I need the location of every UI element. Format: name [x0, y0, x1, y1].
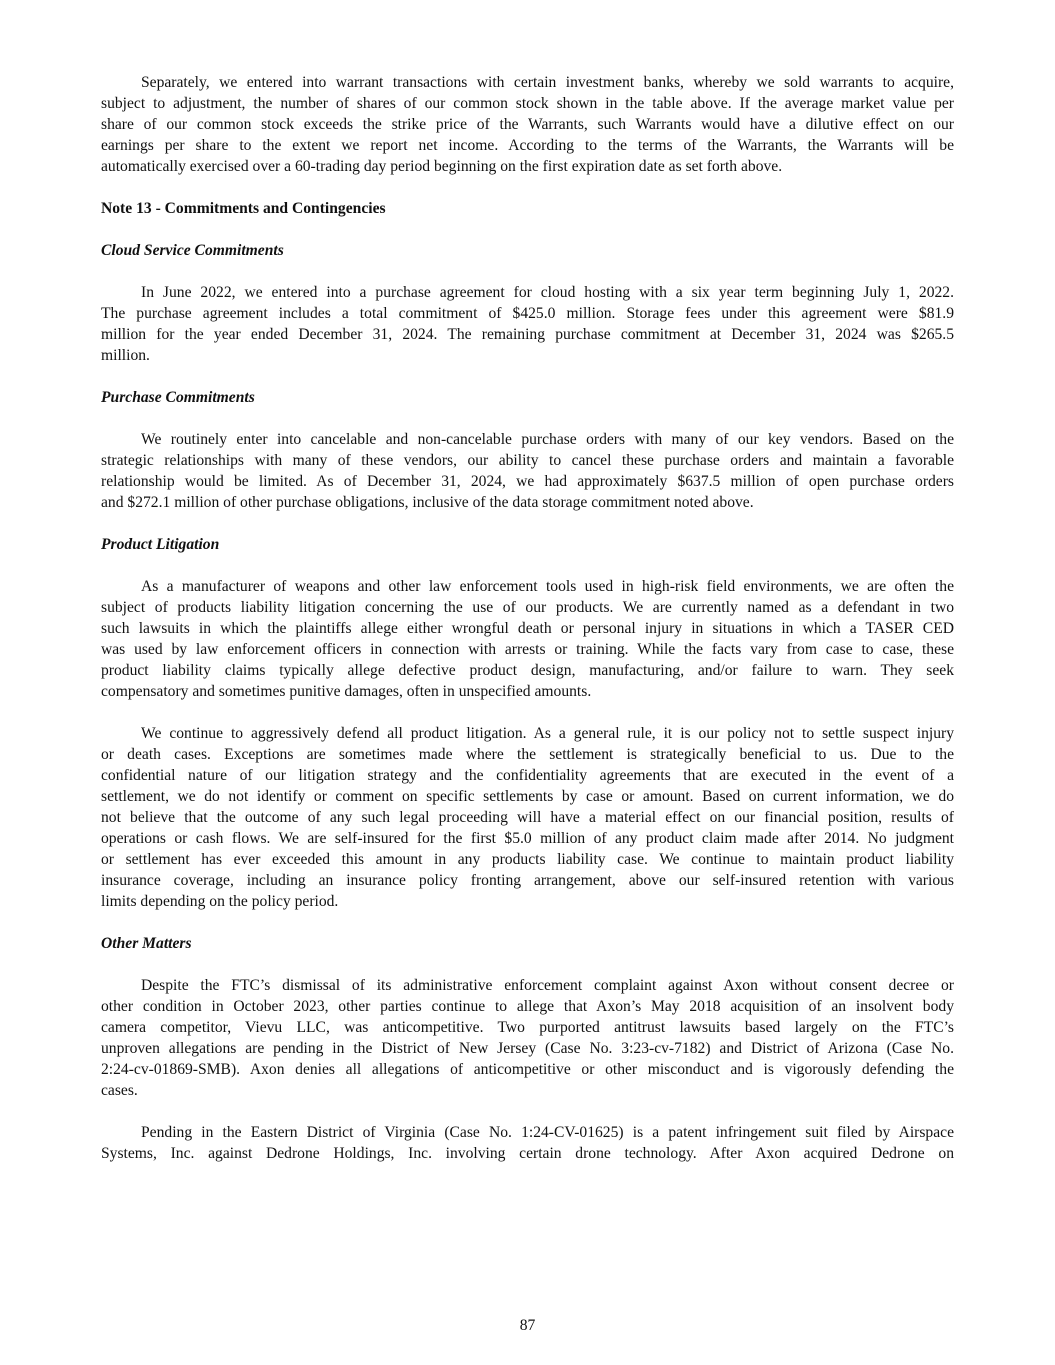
document-page [101, 72, 954, 1185]
text-line: Pending in the Eastern District of Virginia (Case No. 1:24-CV-01625) is a patent infringement suit filed by Airspace [141, 1124, 954, 1141]
text-line: and $272.1 million of other purchase obligations, inclusive of the data storage commitment noted above. [101, 494, 754, 511]
paragraph [101, 576, 954, 702]
text-line: million. [101, 347, 150, 364]
text-line: The purchase agreement includes a total commitment of $425.0 million. Storage fees under this agreement were $81.9 [101, 305, 954, 322]
subsection-heading: Product Litigation [101, 536, 220, 553]
text-line: Systems, Inc. against Dedrone Holdings, Inc. involving certain drone technology. After Axon acquired Dedrone on [101, 1145, 954, 1162]
text-line: limits depending on the policy period. [101, 893, 339, 910]
text-line: confidential nature of our litigation strategy and the confidentiality agreements that are executed in the event of a [101, 767, 954, 784]
paragraph [101, 72, 954, 177]
paragraph [101, 429, 954, 513]
paragraph [101, 282, 954, 366]
text-line: earnings per share to the extent we report net income. According to the terms of the Warrants, the Warrants will be [101, 137, 954, 154]
text-line: compensatory and sometimes punitive damages, often in unspecified amounts. [101, 683, 592, 700]
text-line: strategic relationships with many of these vendors, our ability to cancel these purchase orders and maintain a favorable [101, 452, 954, 469]
text-line: such lawsuits in which the plaintiffs allege either wrongful death or personal injury in situations in which a TASER CED [101, 620, 954, 637]
text-line: unproven allegations are pending in the District of New Jersey (Case No. 3:23-cv-7182) and District of Arizona (Case No. [101, 1040, 954, 1057]
text-line: We continue to aggressively defend all product litigation. As a general rule, it is our policy not to settle suspect injury [141, 725, 954, 742]
text-line: other condition in October 2023, other parties continue to allege that Axon’s May 2018 acquisition of an insolvent body [101, 998, 954, 1015]
text-line: Despite the FTC’s dismissal of its administrative enforcement complaint against Axon without consent decree or [141, 977, 954, 994]
text-line: automatically exercised over a 60-trading day period beginning on the first expiration date as set forth above. [101, 158, 783, 175]
subsection-heading: Purchase Commitments [101, 389, 255, 406]
paragraph [101, 975, 954, 1101]
page-number: 87 [519, 1317, 536, 1334]
text-line: settlement, we do not identify or comment on specific settlements by case or amount. Based on current information, we do [101, 788, 954, 805]
subsection-heading: Other Matters [101, 935, 192, 952]
text-line: 2:24-cv-01869-SMB). Axon denies all allegations of anticompetitive or other misconduct and is vigorously defending the [101, 1061, 954, 1078]
text-line: We routinely enter into cancelable and non-cancelable purchase orders with many of our key vendors. Based on the [141, 431, 954, 448]
text-line: million for the year ended December 31, 2024. The remaining purchase commitment at December 31, 2024 was $265.5 [101, 326, 954, 343]
text-line: not believe that the outcome of any such legal proceeding will have a material effect on our financial position, results of [101, 809, 954, 826]
text-line: or settlement has ever exceeded this amount in any products liability case. We continue to maintain product liability [101, 851, 954, 868]
text-line: was used by law enforcement officers in connection with arrests or training. While the facts vary from case to case, these [101, 641, 954, 658]
subsection-heading: Cloud Service Commitments [101, 242, 284, 259]
paragraph [101, 723, 954, 912]
text-line: cases. [101, 1082, 138, 1099]
text-line: product liability claims typically allege defective product design, manufacturing, and/or failure to warn. They seek [101, 662, 954, 679]
text-line: subject of products liability litigation concerning the use of our products. We are currently named as a defendant in two [101, 599, 954, 616]
text-line: operations or cash flows. We are self-insured for the first $5.0 million of any product claim made after 2014. No judgment [101, 830, 954, 847]
text-line: or death cases. Exceptions are sometimes made where the settlement is strategically beneficial to us. Due to the [101, 746, 954, 763]
text-line: relationship would be limited. As of December 31, 2024, we had approximately $637.5 million of open purchase orders [101, 473, 954, 490]
text-line: insurance coverage, including an insurance policy fronting arrangement, above our self-insured retention with various [101, 872, 954, 889]
text-line: subject to adjustment, the number of shares of our common stock shown in the table above. If the average market value per [101, 95, 954, 112]
section-heading: Note 13 - Commitments and Contingencies [101, 200, 386, 217]
text-line: Separately, we entered into warrant transactions with certain investment banks, whereby we sold warrants to acquire, [141, 74, 954, 91]
text-line: As a manufacturer of weapons and other law enforcement tools used in high-risk field environments, we are often the [141, 578, 954, 595]
text-line: In June 2022, we entered into a purchase agreement for cloud hosting with a six year term beginning July 1, 2022. [141, 284, 954, 301]
text-line: camera competitor, Vievu LLC, was anticompetitive. Two purported antitrust lawsuits based largely on the FTC’s [101, 1019, 954, 1036]
paragraph [101, 1122, 954, 1164]
text-line: share of our common stock exceeds the strike price of the Warrants, such Warrants would have a dilutive effect on our [101, 116, 954, 133]
